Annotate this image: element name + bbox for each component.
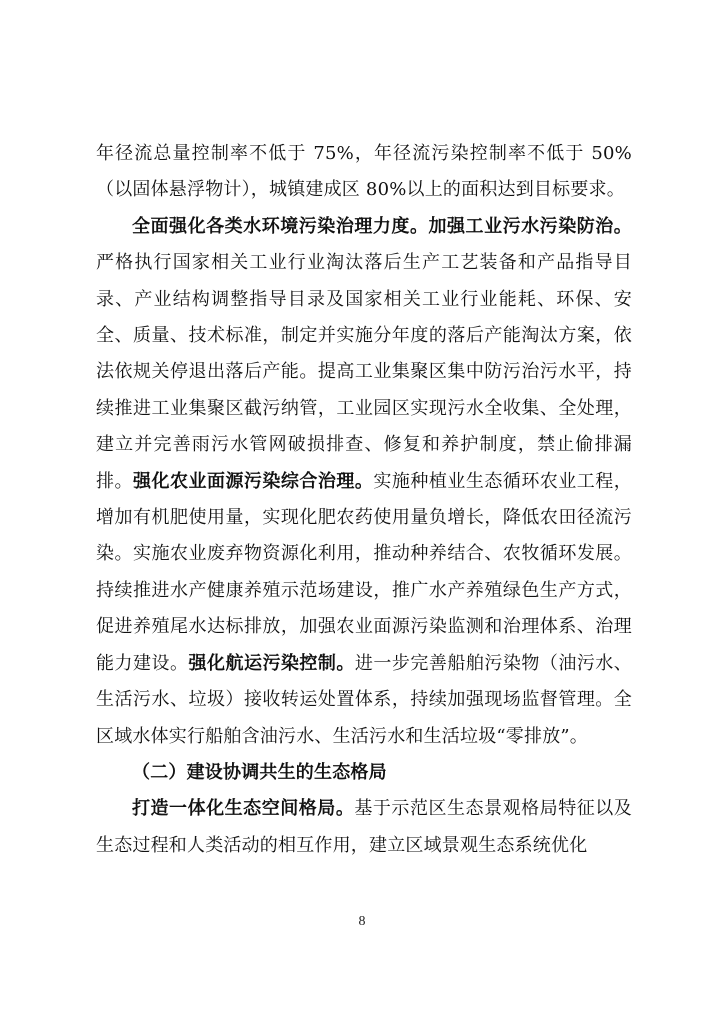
paragraph-ecological-space	[96, 791, 632, 864]
text-segment: 严格执行国家相关工业行业淘汰落后生产工艺装备和产品指导目录、产业结构调整指导目录及国家相关工业行业能耗、环保、安全、质量、技术标准，制定并实施分年度的落后产能淘汰方案，依法依规关停退出落后产能。提高工业集聚区集中防污治污水平，持续推进工业集聚区截污纳管，工业园区实现污水全收集、全处理，建立并完善雨污水管网破损排查、修复和养护制度，禁止偷排漏排。	[96, 252, 632, 492]
text-segment: 基于示范区生态景观格局特征以及生态过程和人类活动的相互作用，建立区域景观生态系统优化	[96, 798, 633, 856]
section-heading-ecological-pattern	[96, 755, 632, 791]
text-segment: 实施种植业生态循环农业工程，增加有机肥使用量，实现化肥农药使用量负增长，降低农田径流污染。实施农业废弃物资源化利用，推动种养结合、农牧循环发展。持续推进水产健康养殖示范场建设，推广水产养殖绿色生产方式，促进养殖尾水达标排放，加强农业面源污染监测和治理体系、治理能力建设。	[96, 470, 632, 674]
section-title: （二）建设协调共生的生态格局	[132, 761, 387, 783]
page-number: 8	[358, 914, 366, 929]
body-text	[96, 136, 632, 864]
text-segment: 进一步完善船舶污染物（油污水、生活污水、垃圾）接收转运处置体系，持续加强现场监督管理。全区域水体实行船舶含油污水、生活污水和生活垃圾“零排放”。	[96, 652, 632, 747]
paragraph-runoff-targets	[96, 136, 632, 209]
heading-integrated-space: 打造一体化生态空间格局。	[132, 798, 355, 820]
heading-agricultural-pollution: 强化农业面源污染综合治理。	[132, 470, 374, 492]
heading-industrial-pollution: 全面强化各类水环境污染治理力度。加强工业污水污染防治。	[132, 215, 632, 237]
text-segment: 年径流总量控制率不低于 75%，年径流污染控制率不低于 50%（以固体悬浮物计），城镇建成区 80%以上的面积达到目标要求。	[96, 143, 632, 201]
paragraph-water-pollution	[96, 209, 632, 755]
heading-shipping-pollution: 强化航运污染控制。	[188, 652, 355, 674]
